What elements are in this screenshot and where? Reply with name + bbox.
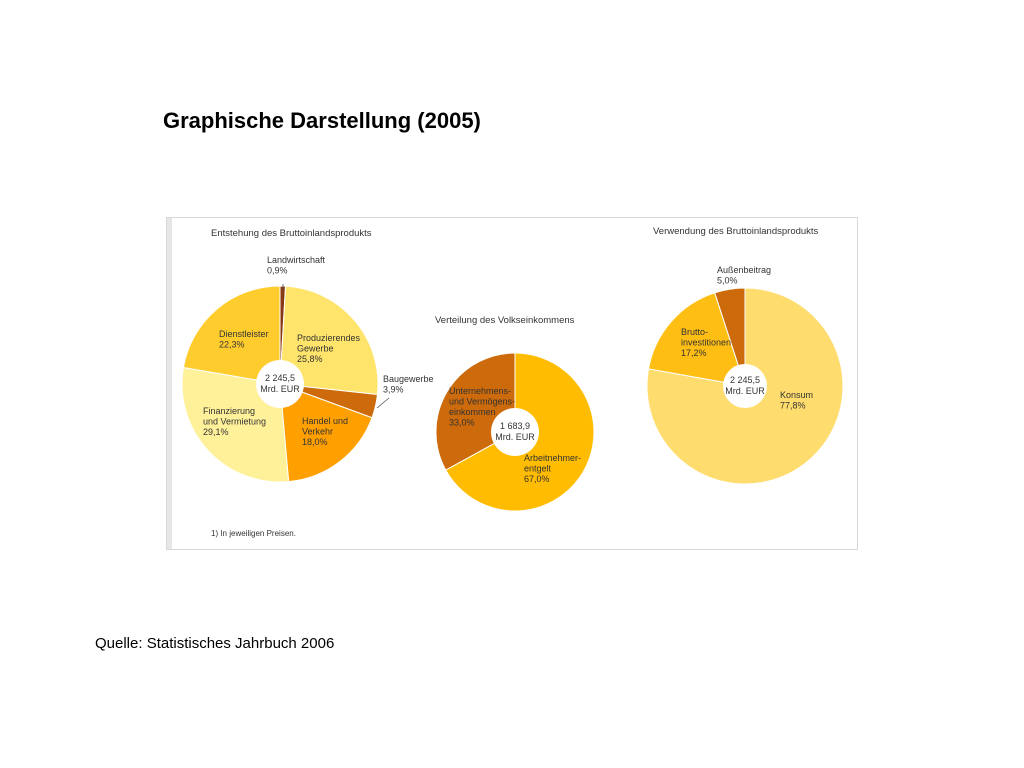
label-unternehmenseinkommen: Unternehmens-und Vermögens-einkommen 33,0% [449, 386, 516, 428]
label-handel: Handel und Verkehr 18,0% [302, 416, 349, 447]
pie-1 [182, 255, 434, 482]
chart-3-title: Verwendung des Bruttoinlandsprodukts [653, 226, 819, 237]
pie-3 [647, 265, 843, 484]
pie-1-center-label: 2 245,5 [264, 373, 296, 383]
chart-figure [166, 217, 858, 550]
chart-canvas [167, 218, 859, 551]
chart-2-title: Verteilung des Volkseinkommens [435, 315, 575, 326]
source-note: Quelle: Statistisches Jahrbuch 2006 [95, 635, 335, 652]
pie-3-center-label: Mrd. EUR [725, 386, 765, 396]
label-landwirtschaft: Landwirtschaft 0,9% [267, 255, 326, 276]
label-produzierendes: Produzierendes Gewerbe 25,8% [297, 333, 361, 364]
slide-title: Graphische Darstellung (2005) [163, 108, 481, 133]
label-dienstleister: Dienstleister 22,3% [219, 329, 269, 350]
label-baugewerbe: Baugewerbe 3,9% [383, 374, 434, 395]
pie-1-center-label: Mrd. EUR [260, 384, 300, 394]
leader-baugewerbe [377, 398, 389, 408]
label-bruttoinvestitionen: Brutto-investitionen 17,2% [681, 327, 732, 358]
footnote: 1) In jeweiligen Preisen. [211, 529, 296, 538]
pie-3-center-label: 2 245,5 [729, 375, 761, 385]
chart-1-title: Entstehung des Bruttoinlandsprodukts [211, 228, 372, 239]
label-aussenbeitrag: Außenbeitrag 5,0% [717, 265, 772, 286]
label-finanzierung: Finanzierung und Vermietung 29,1% [203, 406, 267, 437]
pie-2 [436, 353, 594, 511]
pie-2-center-label: Mrd. EUR [495, 432, 535, 442]
pie-2-center-label: 1 683,9 [499, 421, 531, 431]
label-konsum: Konsum 77,8% [780, 390, 814, 411]
label-arbeitnehmerentgelt: Arbeitnehmer-entgelt 67,0% [524, 453, 582, 484]
